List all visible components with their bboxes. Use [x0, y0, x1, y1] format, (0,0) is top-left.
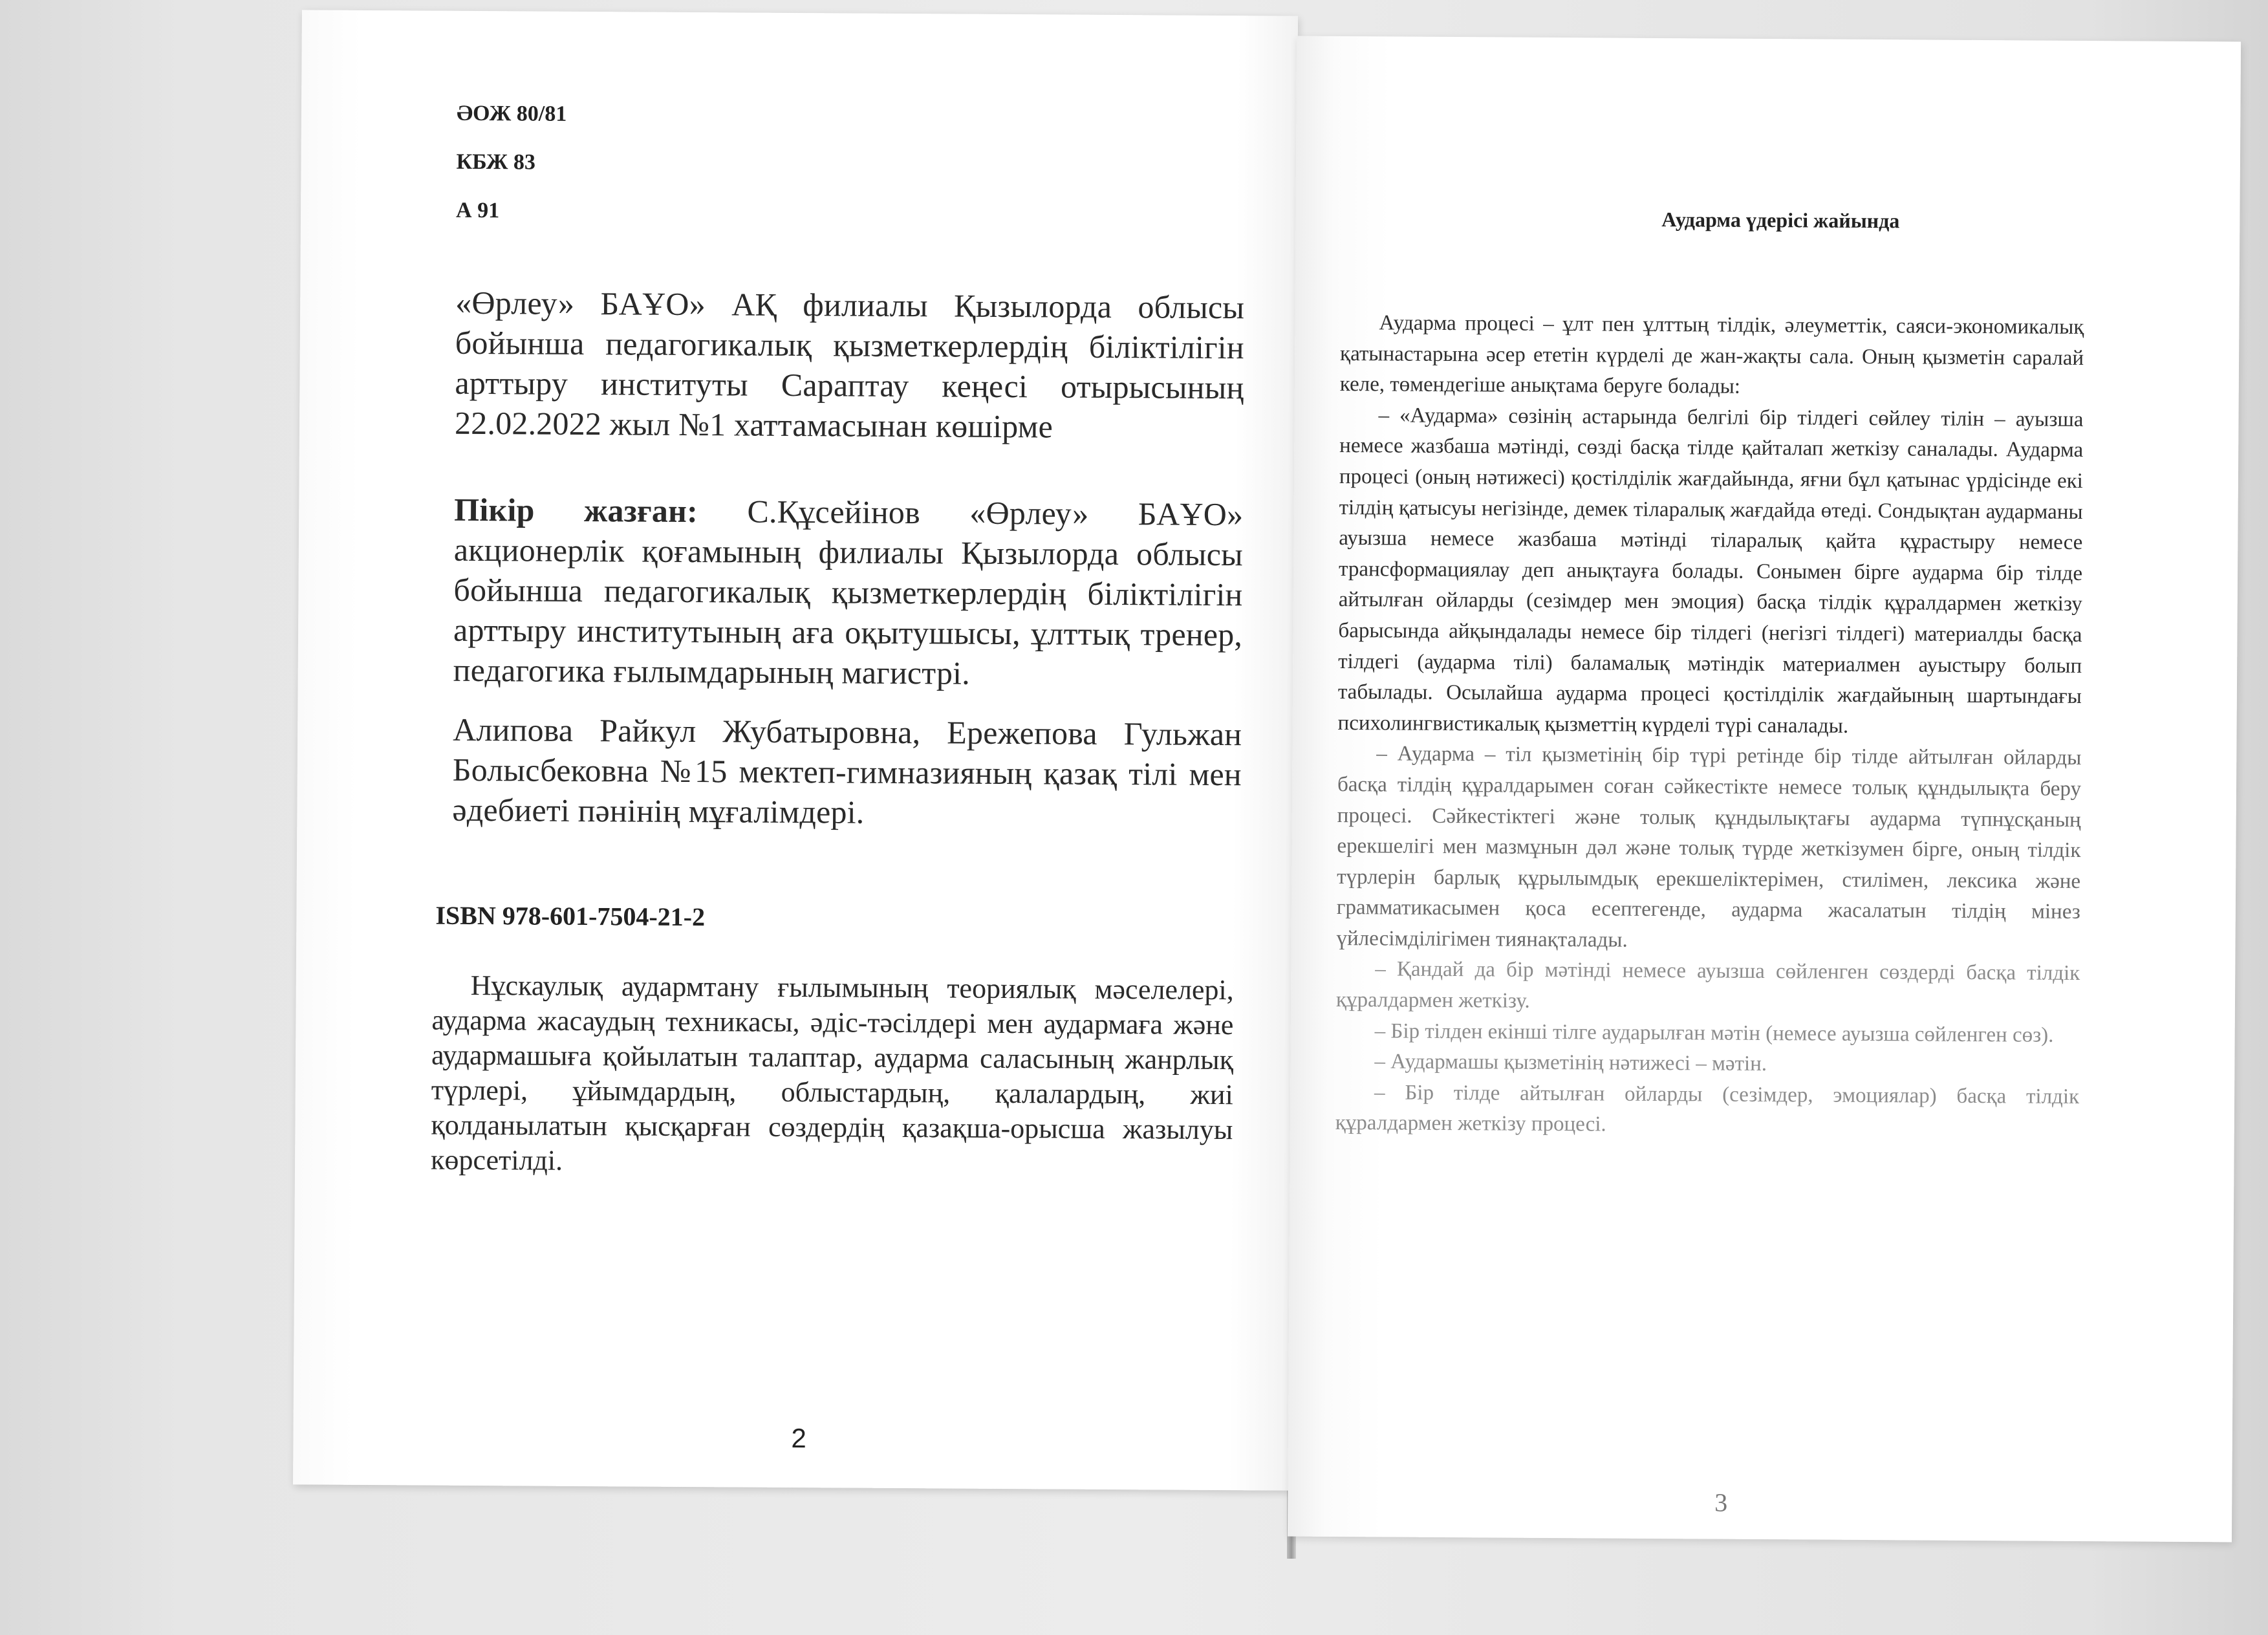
- approval-note: [455, 283, 1244, 448]
- reviewer-label: Пікір жазған:: [454, 491, 698, 530]
- section-body: [1335, 308, 2084, 1143]
- paragraph: – «Аударма» сөзінің астарында белгілі бір тілдегі сөйлеу тілін – ауызша немесе жазбаша мәтінді, сөзді басқа тілде қайталап жеткізу саналады. Аударма процесі (оның нәтижесі) қостілділік жағдайында, яғни бұл қатынас үрдісінде екі тілдің қатысуы негізінде, демек тіларалық жағдайда өтеді. Сондықтан аударманы ауызша немесе жазбаша мәтінді тіларалық қайта құрастыру немесе трансформациялау деп анықтауға болады. Сонымен бірге аударма бір тілде айтылған ойларды (сезімдер мен эмоция) басқа тілдік құралдармен жеткізу барысында айқындалады немесе бір тілдегі (негізгі тілдегі) материалды басқа тілдегі (аударма тілі) баламалық мәтіндік материалмен ауыстыру болып табылады. Осылайша аударма процесі қостілділік жағдайының шартындағы психолингвистикалық қызметтің күрделі түрі саналады.: [1337, 404, 2084, 738]
- paragraph: Аударма процесі – ұлт пен ұлттың тілдік, әлеуметтік, саяси-экономикалық қатынастарына әсер ететін күрделі де жан-жақты сала. Оның қызметін саралай келе, төмендегіше анықтама беруге болады:: [1339, 311, 2084, 398]
- paragraph: – Аудармашы қызметінің нәтижесі – мәтін.: [1374, 1050, 1767, 1076]
- reviewer-text: С.Құсейінов «Өрлеу» БАҰО» акционерлік қоғамының филиалы Қызылорда облысы бойынша педагогикалық қызметкерлердің біліктілігін арттыру институтының аға оқытушысы, ұлттық тренер, педагогика ғылымдарының магистрі.: [453, 493, 1244, 691]
- paragraph: – Бір тілде айтылған ойларды (сезімдер, эмоциялар) басқа тілдік құралдармен жеткізу процесі.: [1335, 1081, 2080, 1136]
- author-mark-code: А 91: [455, 198, 500, 223]
- authors-block: [452, 709, 1242, 834]
- isbn: ISBN 978-601-7504-21-2: [435, 900, 706, 932]
- left-page: [293, 10, 1298, 1490]
- udc-code: ӘОЖ 80/81: [456, 101, 567, 126]
- authors-text: Алипова Райкул Жубатыровна, Ережепова Гульжан Болысбековна №15 мектеп-гимназияның қазақ тілі мен әдебиеті пәнінің мұғалімдері.: [452, 711, 1242, 830]
- abstract-text: Нұскаулық аудармтану ғылымының теориялық мәселелері, аударма жасаудың техникасы, әдіс-тәсілдері мен аудармаға және аудармашыға қойылатын талаптар, аударма саласының жанрлық түрлері, ұйымдардың, облыстардың, қалалардың, жиі қолданылатын қысқарған сөздердің қазақша-орысша жазылуы көрсетілді.: [430, 969, 1234, 1176]
- abstract-block: [431, 968, 1234, 1183]
- section-title: Аударма үдерісі жайында: [1661, 208, 1900, 233]
- reviewer-block: [453, 490, 1244, 695]
- paragraph: – Бір тілден екінші тілге аударылған мәтін (немесе ауызша сөйленген сөз).: [1374, 1019, 2054, 1047]
- bbk-code: КБЖ 83: [456, 149, 536, 175]
- approval-text: «Өрлеу» БАҰО» АҚ филиалы Қызылорда облысы бойынша педагогикалық қызметкерлердің біліктілігін арттыру институты Сараптау кеңесі отырысының 22.02.2022 жыл №1 хаттамасынан көшірме: [454, 284, 1245, 445]
- page-number-right: 3: [1714, 1488, 1728, 1517]
- paragraph: – Аударма – тіл қызметінің бір түрі ретінде бір тілде айтылған ойларды басқа тілдің құралдарымен соған сәйкестікте немесе толық құндылықта беру процесі. Сәйкестіктегі және толық құндылықтағы аударма түпнұсқаның ерекшелігі мен мазмұнын дәл және толық түрде жеткізумен бірге, оның тілдік түрлерін барлық құрылымдық ерекшеліктерімен, стилімен, лексика және грамматикасымен қоса есептегенде, аударма жасалатын тілдің мінез үйлесімділігімен тиянақталады.: [1336, 742, 2082, 952]
- right-page: [1288, 36, 2241, 1543]
- paragraph: – Қандай да бір мәтінді немесе ауызша сөйленген сөздерді басқа тілдік құралдармен жеткізу.: [1335, 957, 2080, 1013]
- page-number-left: 2: [791, 1422, 807, 1454]
